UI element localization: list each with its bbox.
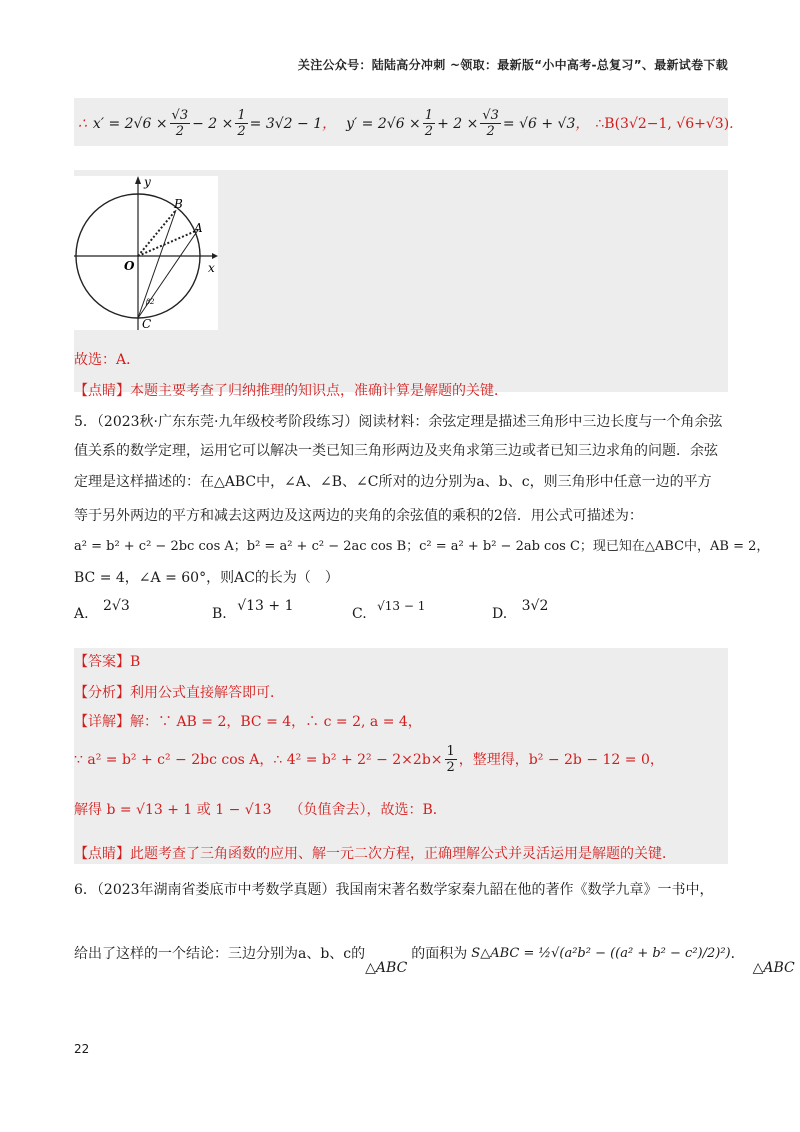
qin-jiushao-formula: S△ABC = ½√(a²b² − ((a² + b² − c²)/2)²)	[471, 946, 731, 961]
q6-line-2: 给出了这样的一个结论：三边分别为a、b、c的 △ABC 的面积为 S△ABC = ½√(a²b² − ((a² + b² − c²)/2)²) ． △ABC	[74, 946, 795, 976]
dianjing-line-2: 【点睛】此题考查了三角函数的应用、解一元二次方程，正确理解公式并灵活运用是解题的关键．	[74, 846, 676, 862]
xiangjie-line-2: ∵ a² = b² + c² − 2bc cos A，∴ 4² = b² + 2² − 2×2b× $\frac{1}{2}$ ，整理得，b² − 2b − 12 = 0，	[74, 744, 664, 775]
answer-choice-line: 故选：A．	[74, 352, 141, 368]
q5-line-3: 定理是这样描述的：在△ABC中，∠A、∠B、∠C所对的边分别为a、b、c，则三角形中任意一边的平方	[74, 474, 712, 490]
q5-line-5: a² = b² + c² − 2bc cos A；b² = a² + c² − 2ac cos B；c² = a² + b² − 2ab cos C；现已知在△ABC中，AB = 2，	[74, 539, 770, 554]
x-fraction-1: $\frac{√3}{2}$	[171, 108, 189, 139]
coordinate-figure	[74, 176, 218, 330]
label-y: y	[144, 176, 151, 189]
y-fraction-2: $\frac{√3}{2}$	[482, 108, 499, 139]
q5-line-6: BC = 4，∠A = 60°，则AC的长为（ ）	[74, 570, 339, 586]
label-angle: β2	[146, 298, 155, 306]
label-b: B	[174, 197, 183, 211]
half-fraction: $\frac{1}{2}$	[446, 744, 455, 775]
option-a: A. 2√3	[74, 598, 130, 622]
label-a: A	[194, 221, 203, 235]
y-rhs: = √6 + √3	[502, 115, 576, 132]
segment-cb	[138, 210, 176, 318]
xiangjie-line: 【详解】解：∵ AB = 2，BC = 4，∴ c = 2, a = 4，	[74, 714, 422, 730]
separator-1: ，	[322, 115, 337, 132]
xiangjie-line-3: 解得 b = √13 + 1 或 1 − √13 （负值舍去），故选：B．	[74, 802, 447, 818]
y-lhs: y′ = 2√6 ×	[346, 115, 421, 132]
q5-line-2: 值关系的数学定理，运用它可以解决一类已知三角形两边及夹角求第三边或者已知三边求角的问题．余弦	[74, 443, 718, 459]
page-number: 22	[74, 1042, 90, 1056]
page-header: 关注公众号：陆陆高分冲刺 ~领取：最新版“小中高考-总复习”、最新试卷下载	[297, 58, 728, 72]
end-period: .	[729, 115, 734, 132]
option-b: B. √13 + 1	[212, 598, 294, 622]
option-d: D. 3√2	[492, 598, 549, 622]
q5-line-1: 5．（2023秋·广东东莞·九年级校考阶段练习）阅读材料：余弦定理是描述三角形中三边长度与一个角余弦	[74, 414, 723, 430]
q6-line-1: 6．（2023年湖南省娄底市中考数学真题）我国南宋著名数学家秦九韶在他的著作《数学九章》一书中，	[74, 882, 714, 898]
y-fraction-1: $\frac{1}{2}$	[424, 108, 434, 139]
therefore-symbol: ∴	[78, 115, 87, 132]
label-x: x	[208, 261, 215, 275]
y-axis-arrow	[135, 176, 141, 184]
label-c: C	[142, 317, 152, 330]
fenxi-line: 【分析】利用公式直接解答即可．	[74, 685, 284, 701]
b-coordinates: ∴B(3√2−1, √6+√3)	[595, 115, 730, 132]
answer-line: 【答案】B	[74, 654, 141, 670]
dianjing-line-1: 【点睛】本题主要考查了归纳推理的知识点，准确计算是解题的关键．	[74, 383, 508, 399]
x-lhs: x′ = 2√6 ×	[92, 115, 168, 132]
label-o: O	[124, 259, 135, 273]
x-mid: − 2 ×	[192, 115, 234, 132]
x-axis-arrow	[212, 253, 218, 259]
segment-ob	[138, 210, 176, 256]
y-mid: + 2 ×	[437, 115, 479, 132]
q5-line-4: 等于另外两边的平方和减去这两边及这两边的夹角的余弦值的乘积的2倍．用公式可描述为：	[74, 508, 643, 524]
x-equation	[78, 108, 734, 139]
x-rhs: = 3√2 − 1	[249, 115, 323, 132]
x-fraction-2: $\frac{1}{2}$	[237, 108, 246, 139]
option-c: C. √13 − 1	[352, 599, 426, 622]
circle-diagram	[74, 176, 218, 330]
separator-2: ，	[575, 115, 590, 132]
